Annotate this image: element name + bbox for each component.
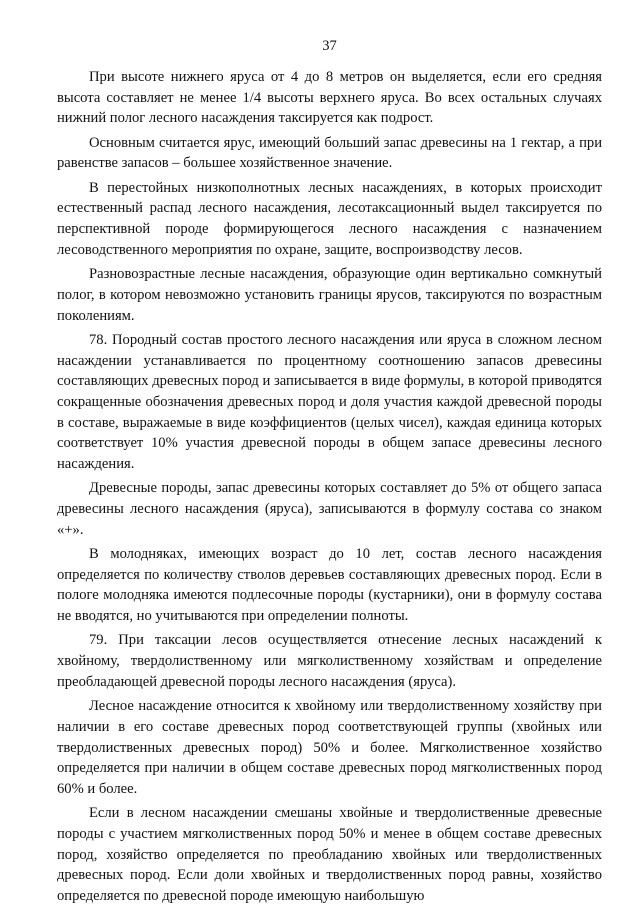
- paragraph: Лесное насаждение относится к хвойному или твердолиственному хозяйству при наличии в его составе древесных пород соответствующей группы (хвойных или твердолиственных древесных пород) 50% и более. Мягколиственное хозяйство определяется при наличии в общем составе древесных пород мягколиственных пород 60% и более.: [57, 698, 602, 797]
- paragraph: Основным считается ярус, имеющий больший запас древесины на 1 гектар, а при равенстве запасов – большее хозяйственное значение.: [57, 134, 602, 172]
- paragraph: 79. При таксации лесов осуществляется отнесение лесных насаждений к хвойному, твердолиственному или мягколиственному хозяйствам и определение преобладающей древесной породы лесного насаждения (яруса).: [57, 632, 602, 690]
- document-body: [57, 67, 602, 907]
- paragraph: Разновозрастные лесные насаждения, образующие один вертикально сомкнутый полог, в котором невозможно установить границы ярусов, таксируются по возрастным поколениям.: [57, 266, 602, 324]
- paragraph: Если в лесном насаждении смешаны хвойные и твердолиственные древесные породы с участием мягколиственных пород 50% и менее в общем составе древесных пород, хозяйство определяется по преобладанию хвойных или твердолиственных древесных пород. Если доли хвойных и твердолиственных пород равны, хозяйство определяется по древесной породе имеющую наибольшую: [57, 805, 602, 905]
- paragraph: 78. Породный состав простого лесного насаждения или яруса в сложном лесном насаждении устанавливается по процентному соотношению запасов древесины составляющих древесных пород и записывается в виде формулы, в которой приводятся сокращенные обозначения древесных пород и доля участия каждой древесной породы в составе, выражаемые в виде коэффициентов (целых чисел), каждая единица которых соответствует 10% участия древесной породы в общем запасе древесины лесного насаждения.: [57, 331, 602, 473]
- paragraph: При высоте нижнего яруса от 4 до 8 метров он выделяется, если его средняя высота составляет не менее 1/4 высоты верхнего яруса. Во всех остальных случаях нижний полог лесного насаждения таксируется как подрост.: [57, 69, 602, 127]
- page-number: 37: [322, 38, 337, 54]
- paragraph: В молодняках, имеющих возраст до 10 лет, состав лесного насаждения определяется по количеству стволов деревьев составляющих древесных пород. Если в пологе молодняка имеются подлесочные породы (кустарники), они в формулу состава не вводятся, но учитываются при определении полноты.: [57, 546, 602, 625]
- paragraph: Древесные породы, запас древесины которых составляет до 5% от общего запаса древесины лесного насаждения (яруса), записываются в формулу состава со знаком «+».: [57, 480, 602, 538]
- paragraph: В перестойных низкополнотных лесных насаждениях, в которых происходит естественный распад лесного насаждения, лесотаксационный выдел таксируется по перспективной породе формирующегося лесного насаждения с назначением лесоводственного мероприятия по охране, защите, воспроизводству лесов.: [57, 179, 602, 258]
